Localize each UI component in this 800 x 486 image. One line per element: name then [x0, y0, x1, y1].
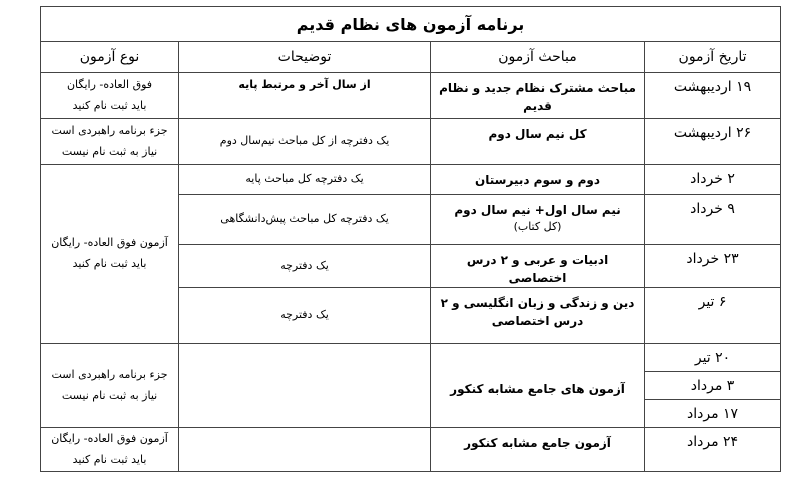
exam-description: [179, 428, 431, 472]
header-description: توضیحات: [179, 42, 431, 73]
exam-topics: مباحث مشترک نظام جدید و نظام قدیم: [431, 73, 645, 119]
exam-type-line: نیاز به ثبت نام نیست: [61, 388, 158, 402]
exam-description: یک دفترچه کل مباحث پایه: [179, 165, 431, 195]
table-title: برنامه آزمون های نظام قدیم: [41, 7, 781, 42]
table-row: [41, 428, 781, 472]
header-date: تاریخ آزمون: [645, 42, 781, 73]
header-row: [41, 42, 781, 73]
exam-schedule-table: [40, 6, 781, 472]
exam-date: ۲۶ اردیبهشت: [645, 119, 781, 165]
exam-date: ۲۴ مرداد: [645, 428, 781, 472]
exam-description: یک دفترچه: [179, 245, 431, 288]
exam-topics: آزمون جامع مشابه کنکور: [431, 428, 645, 472]
exam-type-line: باید ثبت نام کنید: [72, 98, 147, 112]
exam-type: [41, 344, 179, 428]
exam-description: یک دفترچه از کل مباحث نیم‌سال دوم: [179, 119, 431, 165]
exam-date: ۶ تیر: [645, 288, 781, 344]
exam-topics-main: نیم سال اول+ نیم سال دوم: [454, 203, 621, 217]
exam-type-line: باید ثبت نام کنید: [72, 452, 147, 466]
exam-type: [41, 73, 179, 119]
exam-topics: [431, 195, 645, 245]
table-row: [41, 73, 781, 119]
exam-description: از سال آخر و مرتبط پایه: [179, 73, 431, 119]
exam-date: ۳ مرداد: [645, 372, 781, 400]
title-row: [41, 7, 781, 42]
exam-topics: کل نیم سال دوم: [431, 119, 645, 165]
exam-date: ۱۷ مرداد: [645, 400, 781, 428]
table-row: [41, 344, 781, 372]
exam-type: [41, 165, 179, 344]
exam-type-line: باید ثبت نام کنید: [72, 257, 147, 270]
exam-description: یک دفترچه: [179, 288, 431, 344]
exam-topics-note: (کل کتاب): [513, 220, 562, 233]
header-topics: مباحث آزمون: [431, 42, 645, 73]
exam-type-line: آزمون فوق العاده- رایگان: [51, 431, 168, 445]
exam-date: ۲۳ خرداد: [645, 245, 781, 288]
table-row: [41, 119, 781, 165]
header-type: نوع آزمون: [41, 42, 179, 73]
exam-type-line: جزء برنامه راهبردی است: [51, 367, 168, 381]
exam-description: [179, 344, 431, 428]
exam-type: [41, 428, 179, 472]
exam-schedule-document: [40, 6, 780, 466]
exam-topics: دوم و سوم دبیرستان: [431, 165, 645, 195]
exam-type-line: نیاز به ثبت نام نیست: [61, 144, 158, 158]
exam-type: [41, 119, 179, 165]
exam-topics: دین و زندگی و زبان انگلیسی و ۲ درس اختصاصی: [431, 288, 645, 344]
exam-date: ۹ خرداد: [645, 195, 781, 245]
exam-date: ۱۹ اردیبهشت: [645, 73, 781, 119]
exam-date: ۲۰ تیر: [645, 344, 781, 372]
exam-type-line: فوق العاده- رایگان: [66, 77, 153, 91]
exam-date: ۲ خرداد: [645, 165, 781, 195]
exam-description: یک دفترچه کل مباحث پیش‌دانشگاهی: [179, 195, 431, 245]
exam-type-line: آزمون فوق العاده- رایگان: [51, 236, 168, 250]
exam-type-line: جزء برنامه راهبردی است: [51, 123, 168, 137]
table-row: [41, 165, 781, 195]
exam-topics: آزمون های جامع مشابه کنکور: [431, 344, 645, 428]
exam-topics: ادبیات و عربی و ۲ درس اختصاصی: [431, 245, 645, 288]
